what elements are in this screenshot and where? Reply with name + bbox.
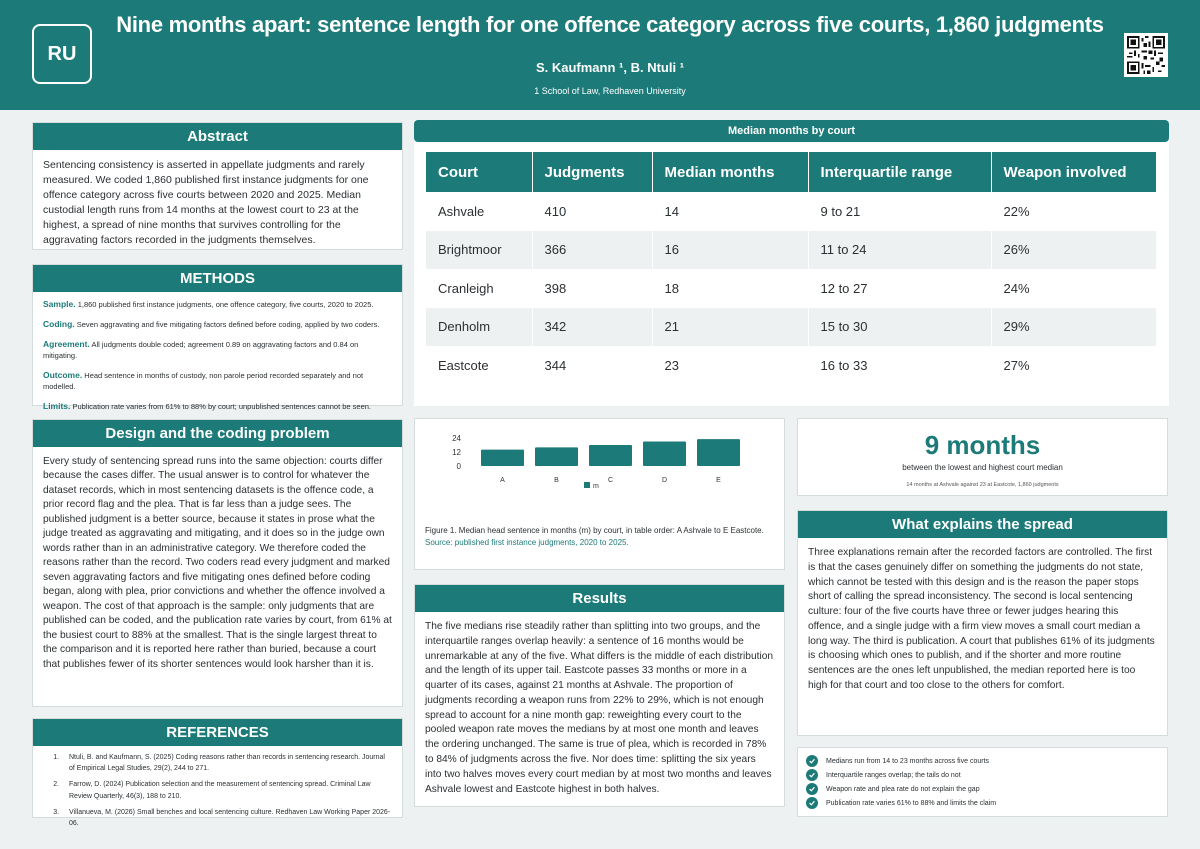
legend-label: m	[593, 483, 599, 490]
table-cell: 22%	[991, 192, 1157, 231]
poster-header	[0, 0, 1200, 110]
x-tick-label: D	[661, 477, 668, 484]
column-header: Court	[426, 152, 532, 192]
table-cell: 12 to 27	[808, 269, 991, 308]
highlight-card	[797, 418, 1168, 496]
table-cell: 11 to 24	[808, 231, 991, 270]
explains-heading: What explains the spread	[798, 511, 1167, 538]
x-tick-label: A	[500, 477, 505, 484]
table-cell: Ashvale	[426, 192, 532, 231]
table-cell: 9 to 21	[808, 192, 991, 231]
y-tick-label: 0	[456, 462, 461, 471]
highlight-subtitle: between the lowest and highest court median	[902, 463, 1063, 472]
takeaway-item: Interquartile ranges overlap; the tails do not	[806, 768, 1159, 782]
bar	[589, 445, 632, 466]
table-cell: 18	[652, 269, 808, 308]
table-row	[426, 231, 1157, 270]
median-table-card	[414, 120, 1169, 406]
methods-heading: METHODS	[33, 265, 402, 292]
table-cell: Denholm	[426, 308, 532, 347]
bar	[481, 450, 524, 466]
x-tick-label: E	[716, 477, 721, 484]
method-item: Outcome. Head sentence in months of custody, non parole period recorded separately and not modelled.	[43, 369, 364, 392]
qr-code-icon[interactable]	[1124, 33, 1168, 77]
table-cell: 16	[652, 231, 808, 270]
table-cell: 366	[532, 231, 652, 270]
checkmark-icon	[806, 797, 818, 809]
median-table	[426, 152, 1157, 385]
abstract-card	[32, 122, 403, 250]
x-tick-label: B	[554, 477, 559, 484]
y-tick-label: 12	[452, 448, 461, 457]
table-header-row	[426, 152, 1157, 192]
table-cell: Brightmoor	[426, 231, 532, 270]
table-cell: 27%	[991, 346, 1157, 385]
table-cell: 344	[532, 346, 652, 385]
highlight-value: 9 months	[924, 430, 1041, 460]
table-cell: 21	[652, 308, 808, 347]
takeaway-item: Medians run from 14 to 23 months across five courts	[806, 754, 1159, 768]
table-cell: 15 to 30	[808, 308, 991, 347]
caption-source: Source: published first instance judgments, 2020 to 2025.	[425, 537, 629, 547]
table-cell: 14	[652, 192, 808, 231]
column-header: Interquartile range	[808, 152, 991, 192]
table-row	[426, 192, 1157, 231]
table-row	[426, 346, 1157, 385]
poster-title: Nine months apart: sentence length for one offence category across five courts, 1,860 judgments	[116, 12, 1104, 37]
method-item: Agreement. All judgments double coded; agreement 0.89 on aggravating factors and 0.84 on mitigating.	[43, 338, 359, 361]
y-tick-label: 24	[452, 434, 461, 443]
table-cell: 410	[532, 192, 652, 231]
abstract-text: Sentencing consistency is asserted in appellate judgments and rarely measured. We coded 1,860 published first instance judgments for one offence category across five courts between 2020 and 2025. Median custodial length runs from 14 months at the lowest court to 23 at the highest, a spread of nine months that survives controlling for the aggravating factors recorded in the judgments themselves.	[43, 159, 369, 246]
table-cell: Eastcote	[426, 346, 532, 385]
caption-text: Figure 1. Median head sentence in months (m) by court, in table order: A Ashvale to E Eastcote.	[425, 526, 764, 535]
references-card	[32, 718, 403, 827]
table-cell: 342	[532, 308, 652, 347]
explains-card	[797, 510, 1168, 736]
results-heading: Results	[415, 585, 784, 612]
figure-card	[414, 418, 785, 570]
table-cell: 398	[532, 269, 652, 308]
bar	[535, 447, 578, 466]
reference-item: 2. Farrow, D. (2024) Publication selection and the measurement of sentencing spread. Criminal Law Review Quarterly, 46(3), 188 to 210.	[61, 779, 392, 801]
method-item: Coding. Seven aggravating and five mitigating factors defined before coding, applied by two coders.	[43, 318, 380, 329]
table-cell: 16 to 33	[808, 346, 991, 385]
checkmark-icon	[806, 783, 818, 795]
table-cell: 26%	[991, 231, 1157, 270]
bar	[643, 442, 686, 467]
methods-card	[32, 264, 403, 411]
references-list	[33, 746, 402, 829]
takeaway-item: Publication rate varies 61% to 88% and limits the claim	[806, 796, 1159, 810]
table-cell: 29%	[991, 308, 1157, 347]
takeaway-item: Weapon rate and plea rate do not explain the gap	[806, 782, 1159, 796]
table-row	[426, 269, 1157, 308]
reference-item: 3. Villanueva, M. (2026) Small benches and local sentencing culture. Redhaven Law Working Paper 2026-06.	[61, 807, 392, 829]
methods-list	[33, 292, 402, 425]
method-item: Sample. 1,860 published first instance judgments, one offence category, five courts, 2020 to 2025.	[43, 299, 374, 309]
university-logo: RU	[32, 24, 92, 84]
figure-caption	[425, 525, 775, 548]
method-item: Limits. Publication rate varies from 61% to 88% by court; unpublished sentences cannot be seen.	[43, 400, 372, 411]
results-card	[414, 584, 785, 807]
table-title: Median months by court	[414, 120, 1169, 142]
x-tick-label: C	[607, 477, 614, 484]
table-cell: 24%	[991, 269, 1157, 308]
column-header: Judgments	[532, 152, 652, 192]
table-cell: 23	[652, 346, 808, 385]
checkmark-icon	[806, 769, 818, 781]
bar	[697, 439, 740, 466]
bar-chart	[415, 419, 786, 519]
design-card	[32, 419, 403, 707]
abstract-heading: Abstract	[33, 123, 402, 150]
column-header: Weapon involved	[991, 152, 1157, 192]
design-text: Every study of sentencing spread runs into the same objection: courts differ because the cases differ. The usual answer is to control for whatever the dataset records, which in most sentencing datasets is the offence code, a prior record flag and the plea. That is far less than a judge sees. The published judgment is a better source, because it states in prose what the judge treated as aggravating and mitigating, and it does so in the judge own words rather than in an administrative category. We therefore coded the reasons rather than the record. Two coders read every judgment and marked seven aggravating factors and five mitigating ones defined before coding began, along with plea, prior convictions and whether the offence involved a weapon. The cost of that approach is the sample: only judgments that are published can be coded, and the publication rate varies by court, from 61% at the busiest court to 88% at the smallest. That is the single largest threat to the comparison and it is reported here rather than buried, because a court that publishes fewer of its shorter sentences would look harsher than it is.	[43, 456, 392, 670]
reference-item: 1. Ntuli, B. and Kaufmann, S. (2025) Coding reasons rather than records in sentencing research. Journal of Empirical Legal Studies, 29(2), 244 to 271.	[61, 752, 392, 774]
table-row	[426, 308, 1157, 347]
affiliation: 1 School of Law, Redhaven University	[534, 86, 686, 96]
checkmark-icon	[806, 755, 818, 767]
results-text: The five medians rise steadily rather than splitting into two groups, and the interquartile ranges overlap heavily: a sentence of 16 months would be unremarkable at any of the five. What differs is the middle of each distribution and the length of its upper tail. Eastcote passes 33 months or more in a quarter of its cases, against 21 months at Ashvale. The proportion of judgments recording a weapon runs from 22% to 29%, which is not enough spread to account for a nine month gap: reweighting every court to the pooled weapon rate moves the medians by at most one month and leaves the ordering unchanged. The same is true of plea, which is recorded in 78% to 84% of judgments across the five. Nor does time: splitting the six years into two halves moves every court median by at most two months and leaves Ashvale lowest and Eastcote highest in both halves.	[425, 621, 774, 795]
authors: S. Kaufmann ¹, B. Ntuli ¹	[535, 60, 685, 75]
legend-swatch	[584, 482, 590, 488]
column-header: Median months	[652, 152, 808, 192]
design-heading: Design and the coding problem	[33, 420, 402, 447]
explains-text: Three explanations remain after the recorded factors are controlled. The first is that the cases genuinely differ on something the judgments do not state, which cannot be tested with this design and is the reason the paper stops short of calling the spread inconsistency. The second is local sentencing culture: four of the five courts have three or fewer judges hearing this offence, and a single judge with a firm view moves a small court median a long way. The third is publication. A court that publishes 61% of its judgments is choosing which ones to publish, and if the shorter and more routine sentences are the ones left unpublished, the median reported here is too high for that court and too close to the others for comfort.	[808, 547, 1155, 692]
takeaways-card	[797, 747, 1168, 817]
highlight-note: 14 months at Ashvale against 23 at Eastcote, 1,860 judgments	[906, 482, 1059, 488]
table-cell: Cranleigh	[426, 269, 532, 308]
references-heading: REFERENCES	[33, 719, 402, 746]
